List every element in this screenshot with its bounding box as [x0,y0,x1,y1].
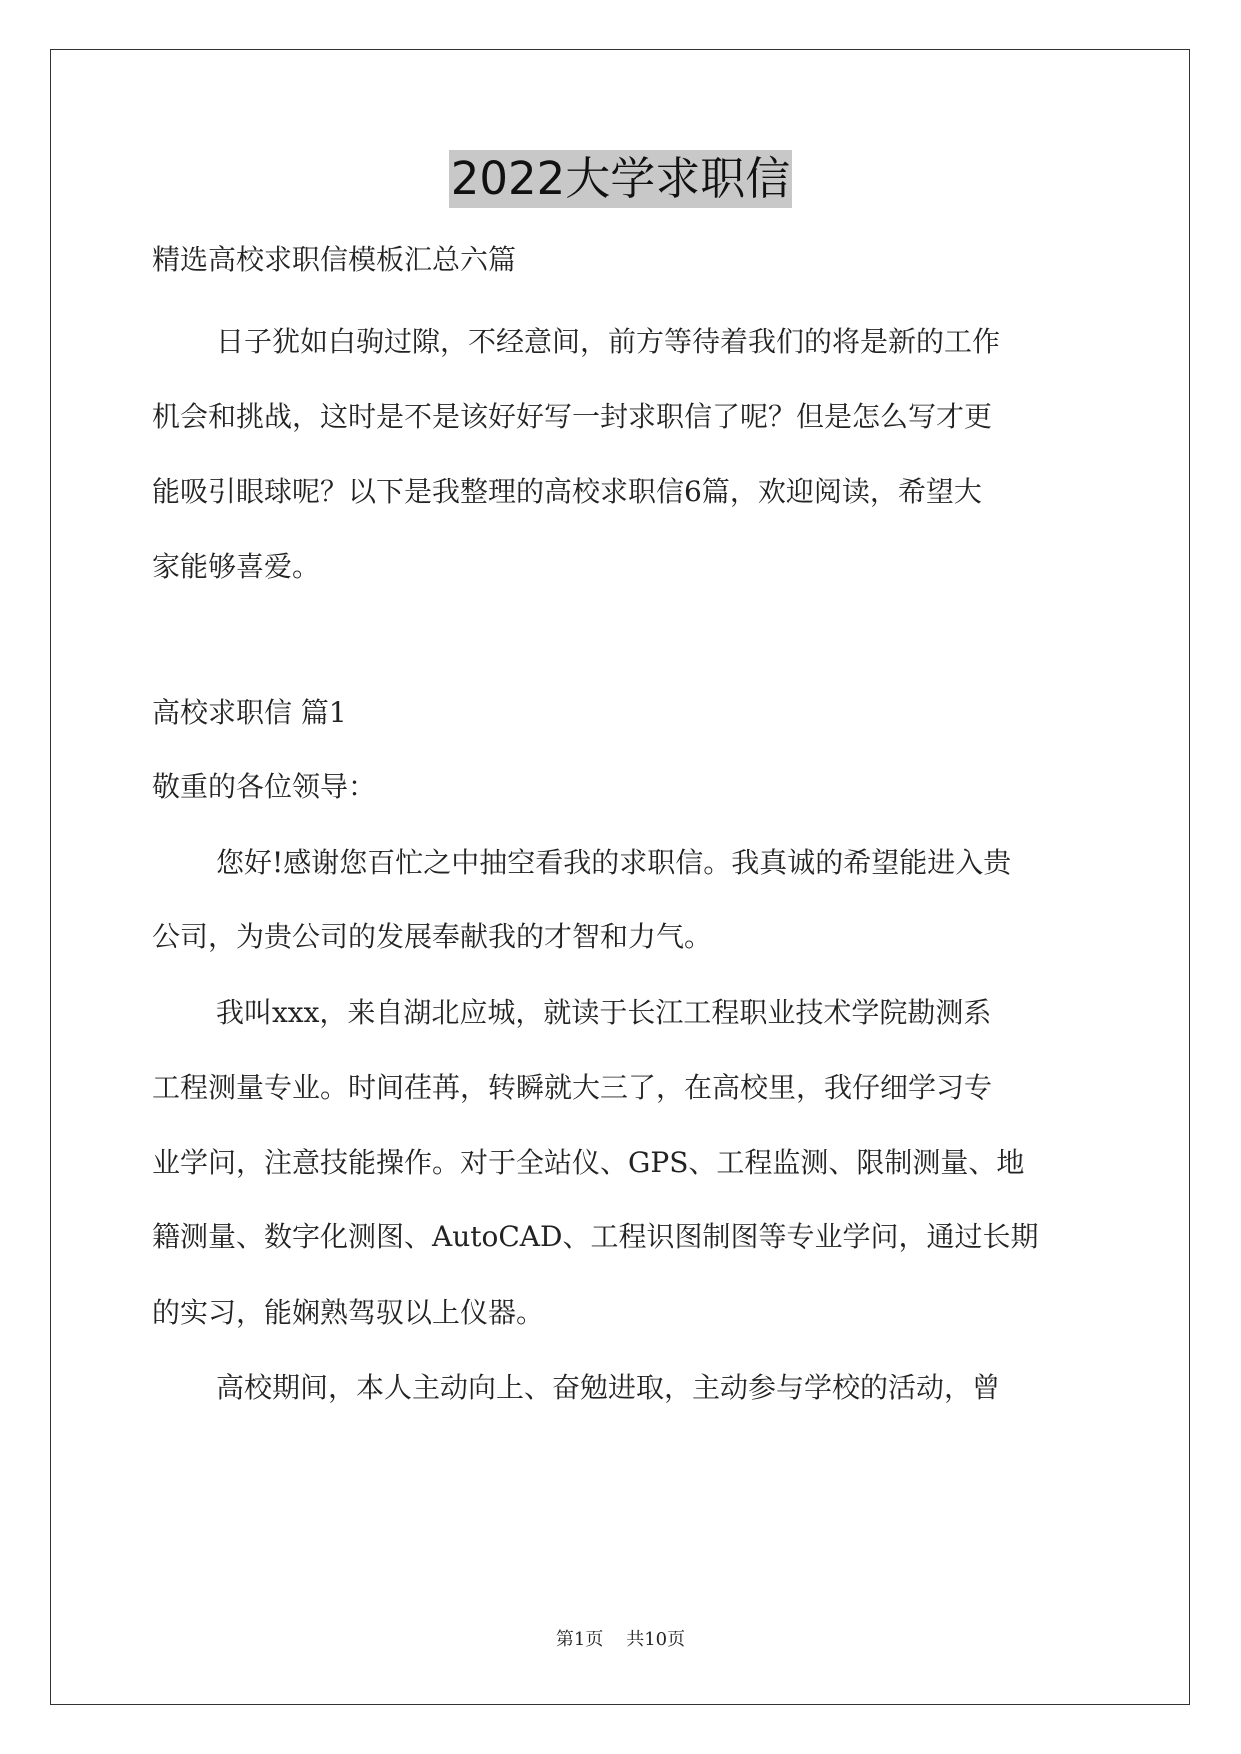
paragraph-line: 您好!感谢您百忙之中抽空看我的求职信。我真诚的希望能进入贵 [216,846,1012,879]
document-title: 2022大学求职信 [449,150,793,208]
page-number: 第1页 [555,1629,604,1650]
page-total: 共10页 [626,1629,686,1650]
paragraph-line: 工程测量专业。时间荏苒，转瞬就大三了，在高校里，我仔细学习专 [152,1071,993,1104]
paragraph-line: 能吸引眼球呢？以下是我整理的高校求职信6篇，欢迎阅读，希望大 [152,475,982,508]
paragraph-line: 公司，为贵公司的发展奉献我的才智和力气。 [152,920,713,953]
paragraph-line: 的实习，能娴熟驾驭以上仪器。 [152,1296,545,1329]
title-wrap [0,150,1241,208]
paragraph-line: 高校期间，本人主动向上、奋勉进取，主动参与学校的活动，曾 [216,1371,1001,1404]
salutation: 敬重的各位领导： [152,770,377,803]
page-footer [0,1628,1241,1652]
paragraph-line: 家能够喜爱。 [152,550,321,583]
document-subtitle: 精选高校求职信模板汇总六篇 [152,243,517,276]
section-heading: 高校求职信 篇1 [152,696,347,729]
paragraph-line: 日子犹如白驹过隙，不经意间，前方等待着我们的将是新的工作 [216,325,1001,358]
paragraph-line: 业学问，注意技能操作。对于全站仪、GPS、工程监测、限制测量、地 [152,1146,1025,1179]
paragraph-line: 机会和挑战，这时是不是该好好写一封求职信了呢？但是怎么写才更 [152,400,993,433]
paragraph-line: 籍测量、数字化测图、AutoCAD、工程识图制图等专业学问，通过长期 [152,1220,1039,1253]
paragraph-line: 我叫xxx，来自湖北应城，就读于长江工程职业技术学院勘测系 [216,996,992,1029]
